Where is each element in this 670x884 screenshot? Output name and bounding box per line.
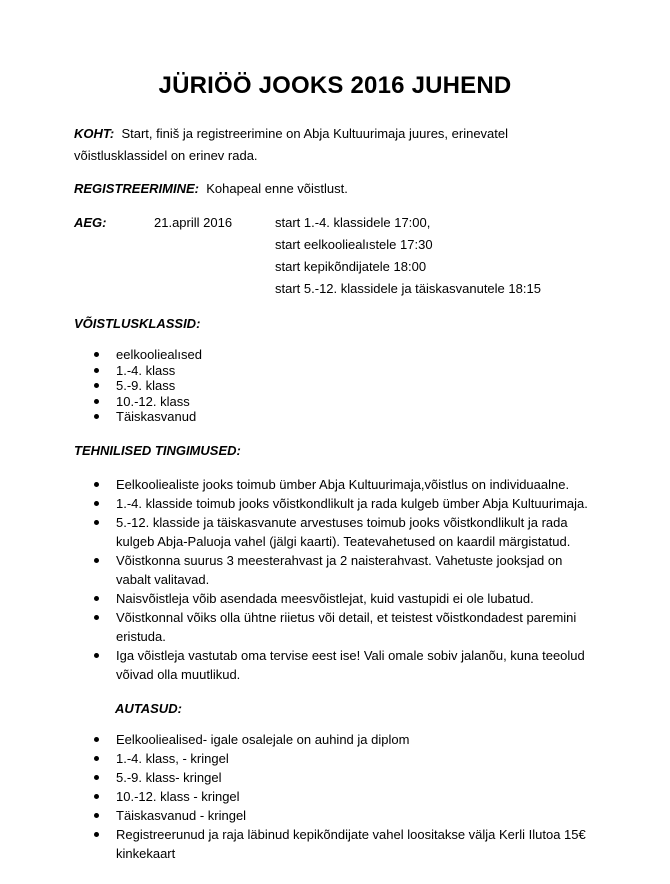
list-item: Iga võistleja vastutab oma tervise eest ise! Vali omale sobiv jalanõu, kuna teeolud võivad olla muutlikud. <box>74 646 594 684</box>
start-time-item: start 5.-12. klassidele ja täiskasvanutele 18:15 <box>275 281 541 296</box>
autasud-heading: AUTASUD: <box>115 701 182 716</box>
list-item: Eelkooliealised- igale osalejale on auhind ja diplom <box>74 730 594 749</box>
tehnilised-list <box>74 475 594 684</box>
list-item: 1.-4. klass <box>74 363 594 379</box>
koht-paragraph <box>74 123 604 167</box>
start-time-item: start eelkooliealıstele 17:30 <box>275 237 433 252</box>
list-item: 5.-9. klass- kringel <box>74 768 594 787</box>
list-item: 5.-12. klasside ja täiskasvanute arvestuses toimub jooks võistkondlikult ja rada kulgeb Abja-Paluoja vahel (jälgi kaarti). Teatevahetused on kaardil märgistatud. <box>74 513 594 551</box>
list-item: 10.-12. klass - kringel <box>74 787 594 806</box>
list-item: Täiskasvanud <box>74 409 594 425</box>
list-item: Võistkonna suurus 3 meesterahvast ja 2 naisterahvast. Vahetuste jooksjad on vabalt valitavad. <box>74 551 594 589</box>
list-item: Võistkonnal võiks olla ühtne riietus või detail, et teistest võistkondadest paremini eristuda. <box>74 608 594 646</box>
list-item: 1.-4. klass, - kringel <box>74 749 594 768</box>
registreerimine-label: REGISTREERIMINE: <box>74 181 199 196</box>
voistlusklassid-heading: VÕISTLUSKLASSID: <box>74 316 201 331</box>
start-time-item: start 1.-4. klassidele 17:00, <box>275 215 431 230</box>
koht-label: KOHT: <box>74 126 115 141</box>
aeg-label <box>74 212 107 234</box>
list-item: Eelkooliealiste jooks toimub ümber Abja Kultuurimaja,võistlus on individuaalne. <box>74 475 594 494</box>
list-item: Täiskasvanud - kringel <box>74 806 594 825</box>
aeg-label-text: AEG: <box>74 215 107 230</box>
registreerimine-paragraph <box>74 178 604 200</box>
list-item: Registreerunud ja raja läbinud kepikõndijate vahel loositakse välja Kerli Ilutoa 15€ kinkekaart <box>74 825 594 863</box>
aeg-date: 21.aprill 2016 <box>154 215 233 230</box>
voistlusklassid-list <box>74 347 594 425</box>
start-time-item: start kepikõndijatele 18:00 <box>275 259 427 274</box>
list-item: 5.-9. klass <box>74 378 594 394</box>
koht-text: Start, finiš ja registreerimine on Abja Kultuurimaja juures, erinevatel võistlusklassidel on erinev rada. <box>74 126 509 163</box>
autasud-list <box>74 730 594 863</box>
list-item: eelkooliealısed <box>74 347 594 363</box>
tehnilised-heading: TEHNILISED TINGIMUSED: <box>74 443 241 458</box>
list-item: 1.-4. klasside toimub jooks võistkondlikult ja rada kulgeb ümber Abja Kultuurimaja. <box>74 494 594 513</box>
list-item: Naisvõistleja võib asendada meesvõistlejat, kuid vastupidi ei ole lubatud. <box>74 589 594 608</box>
registreerimine-text: Kohapeal enne võistlust. <box>206 181 348 196</box>
list-item: 10.-12. klass <box>74 394 594 410</box>
document-title: JÜRIÖÖ JOOKS 2016 JUHEND <box>158 72 512 99</box>
